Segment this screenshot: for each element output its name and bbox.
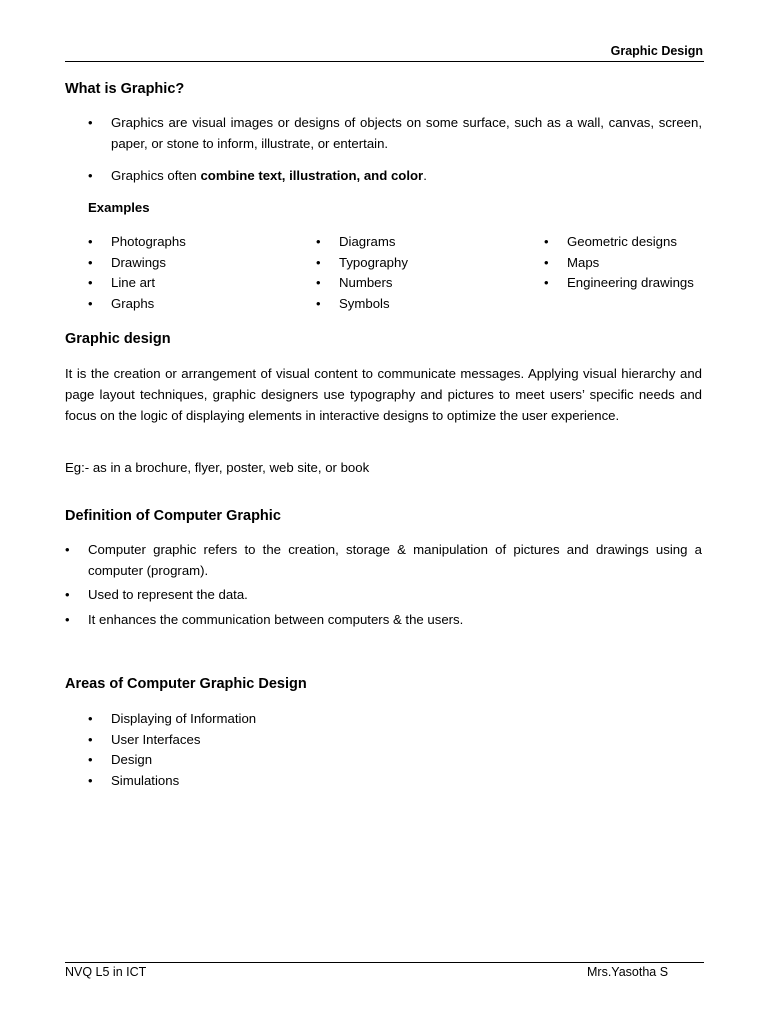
bullet-icon: • xyxy=(88,731,93,747)
bullet-icon: • xyxy=(88,275,93,290)
bullet-icon: • xyxy=(316,275,321,290)
list-item: • Graphics are visual images or designs of objects on some surface, such as a wall, canvas, screen, paper, or stone to inform, illustrate, or entertain. xyxy=(88,115,702,151)
graphic-bullets xyxy=(88,113,702,187)
areas-bullets xyxy=(88,709,488,791)
heading-areas: Areas of Computer Graphic Design xyxy=(65,676,307,692)
list-item: • Line art xyxy=(88,273,298,294)
list-item: • Displaying of Information xyxy=(88,709,488,730)
bullet-icon: • xyxy=(88,752,93,767)
list-item: • Computer graphic refers to the creation, storage & manipulation of pictures and drawings using a computer (program). xyxy=(65,542,702,578)
bullet-icon: • xyxy=(88,115,93,130)
list-item: • Geometric designs xyxy=(544,232,714,253)
running-header: Graphic Design xyxy=(610,44,703,58)
list-item: • Numbers xyxy=(316,273,526,294)
list-item: • User Interfaces xyxy=(88,730,488,751)
bullet-icon: • xyxy=(544,254,549,270)
footer-rule xyxy=(65,962,704,963)
list-item: • Graphics often combine text, illustration, and color. xyxy=(88,166,702,187)
bullet-icon: • xyxy=(316,254,321,270)
bullet-icon: • xyxy=(88,295,93,311)
list-item: • Diagrams xyxy=(316,232,526,253)
heading-graphic-design: Graphic design xyxy=(65,331,171,347)
examples-column-1 xyxy=(88,232,298,314)
list-item: • Design xyxy=(88,750,488,771)
definition-bullets xyxy=(65,540,702,630)
heading-definition: Definition of Computer Graphic xyxy=(65,508,281,524)
graphic-design-example: Eg:- as in a brochure, flyer, poster, web site, or book xyxy=(65,460,370,475)
list-item: • Photographs xyxy=(88,232,298,253)
bullet-icon: • xyxy=(316,295,321,311)
examples-column-3 xyxy=(544,232,714,294)
bullet-icon: • xyxy=(88,168,93,183)
graphic-design-paragraph: It is the creation or arrangement of visual content to communicate messages. Applying visual hierarchy and page layout techniques, graphic designers use typography and pictures to meet users’ specific needs and focus on the logic of displaying elements in interactive designs to optimize the user experience. xyxy=(65,366,702,423)
header-rule xyxy=(65,61,704,62)
list-item: • Symbols xyxy=(316,294,526,315)
bullet-icon: • xyxy=(544,275,549,290)
bullet-icon: • xyxy=(88,711,93,726)
list-item: • Simulations xyxy=(88,771,488,792)
footer-course: NVQ L5 in ICT xyxy=(65,965,147,979)
bullet-icon: • xyxy=(88,772,93,788)
bullet-icon: • xyxy=(316,234,321,249)
bullet-icon: • xyxy=(65,587,70,602)
list-item: • Graphs xyxy=(88,294,298,315)
footer-author: Mrs.Yasotha S xyxy=(587,965,669,979)
list-item: • It enhances the communication between computers & the users. xyxy=(65,610,702,631)
list-item: • Engineering drawings xyxy=(544,273,714,294)
examples-label: Examples xyxy=(88,200,150,215)
list-item: • Typography xyxy=(316,253,526,274)
list-item: • Maps xyxy=(544,253,714,274)
bullet-icon: • xyxy=(88,254,93,270)
bullet-icon: • xyxy=(65,611,70,627)
list-item: • Drawings xyxy=(88,253,298,274)
bullet-icon: • xyxy=(88,234,93,249)
bullet-icon: • xyxy=(65,542,70,557)
heading-what-is-graphic: What is Graphic? xyxy=(65,81,185,97)
list-item: • Used to represent the data. xyxy=(65,585,702,606)
examples-column-2 xyxy=(316,232,526,314)
bullet-icon: • xyxy=(544,234,549,249)
